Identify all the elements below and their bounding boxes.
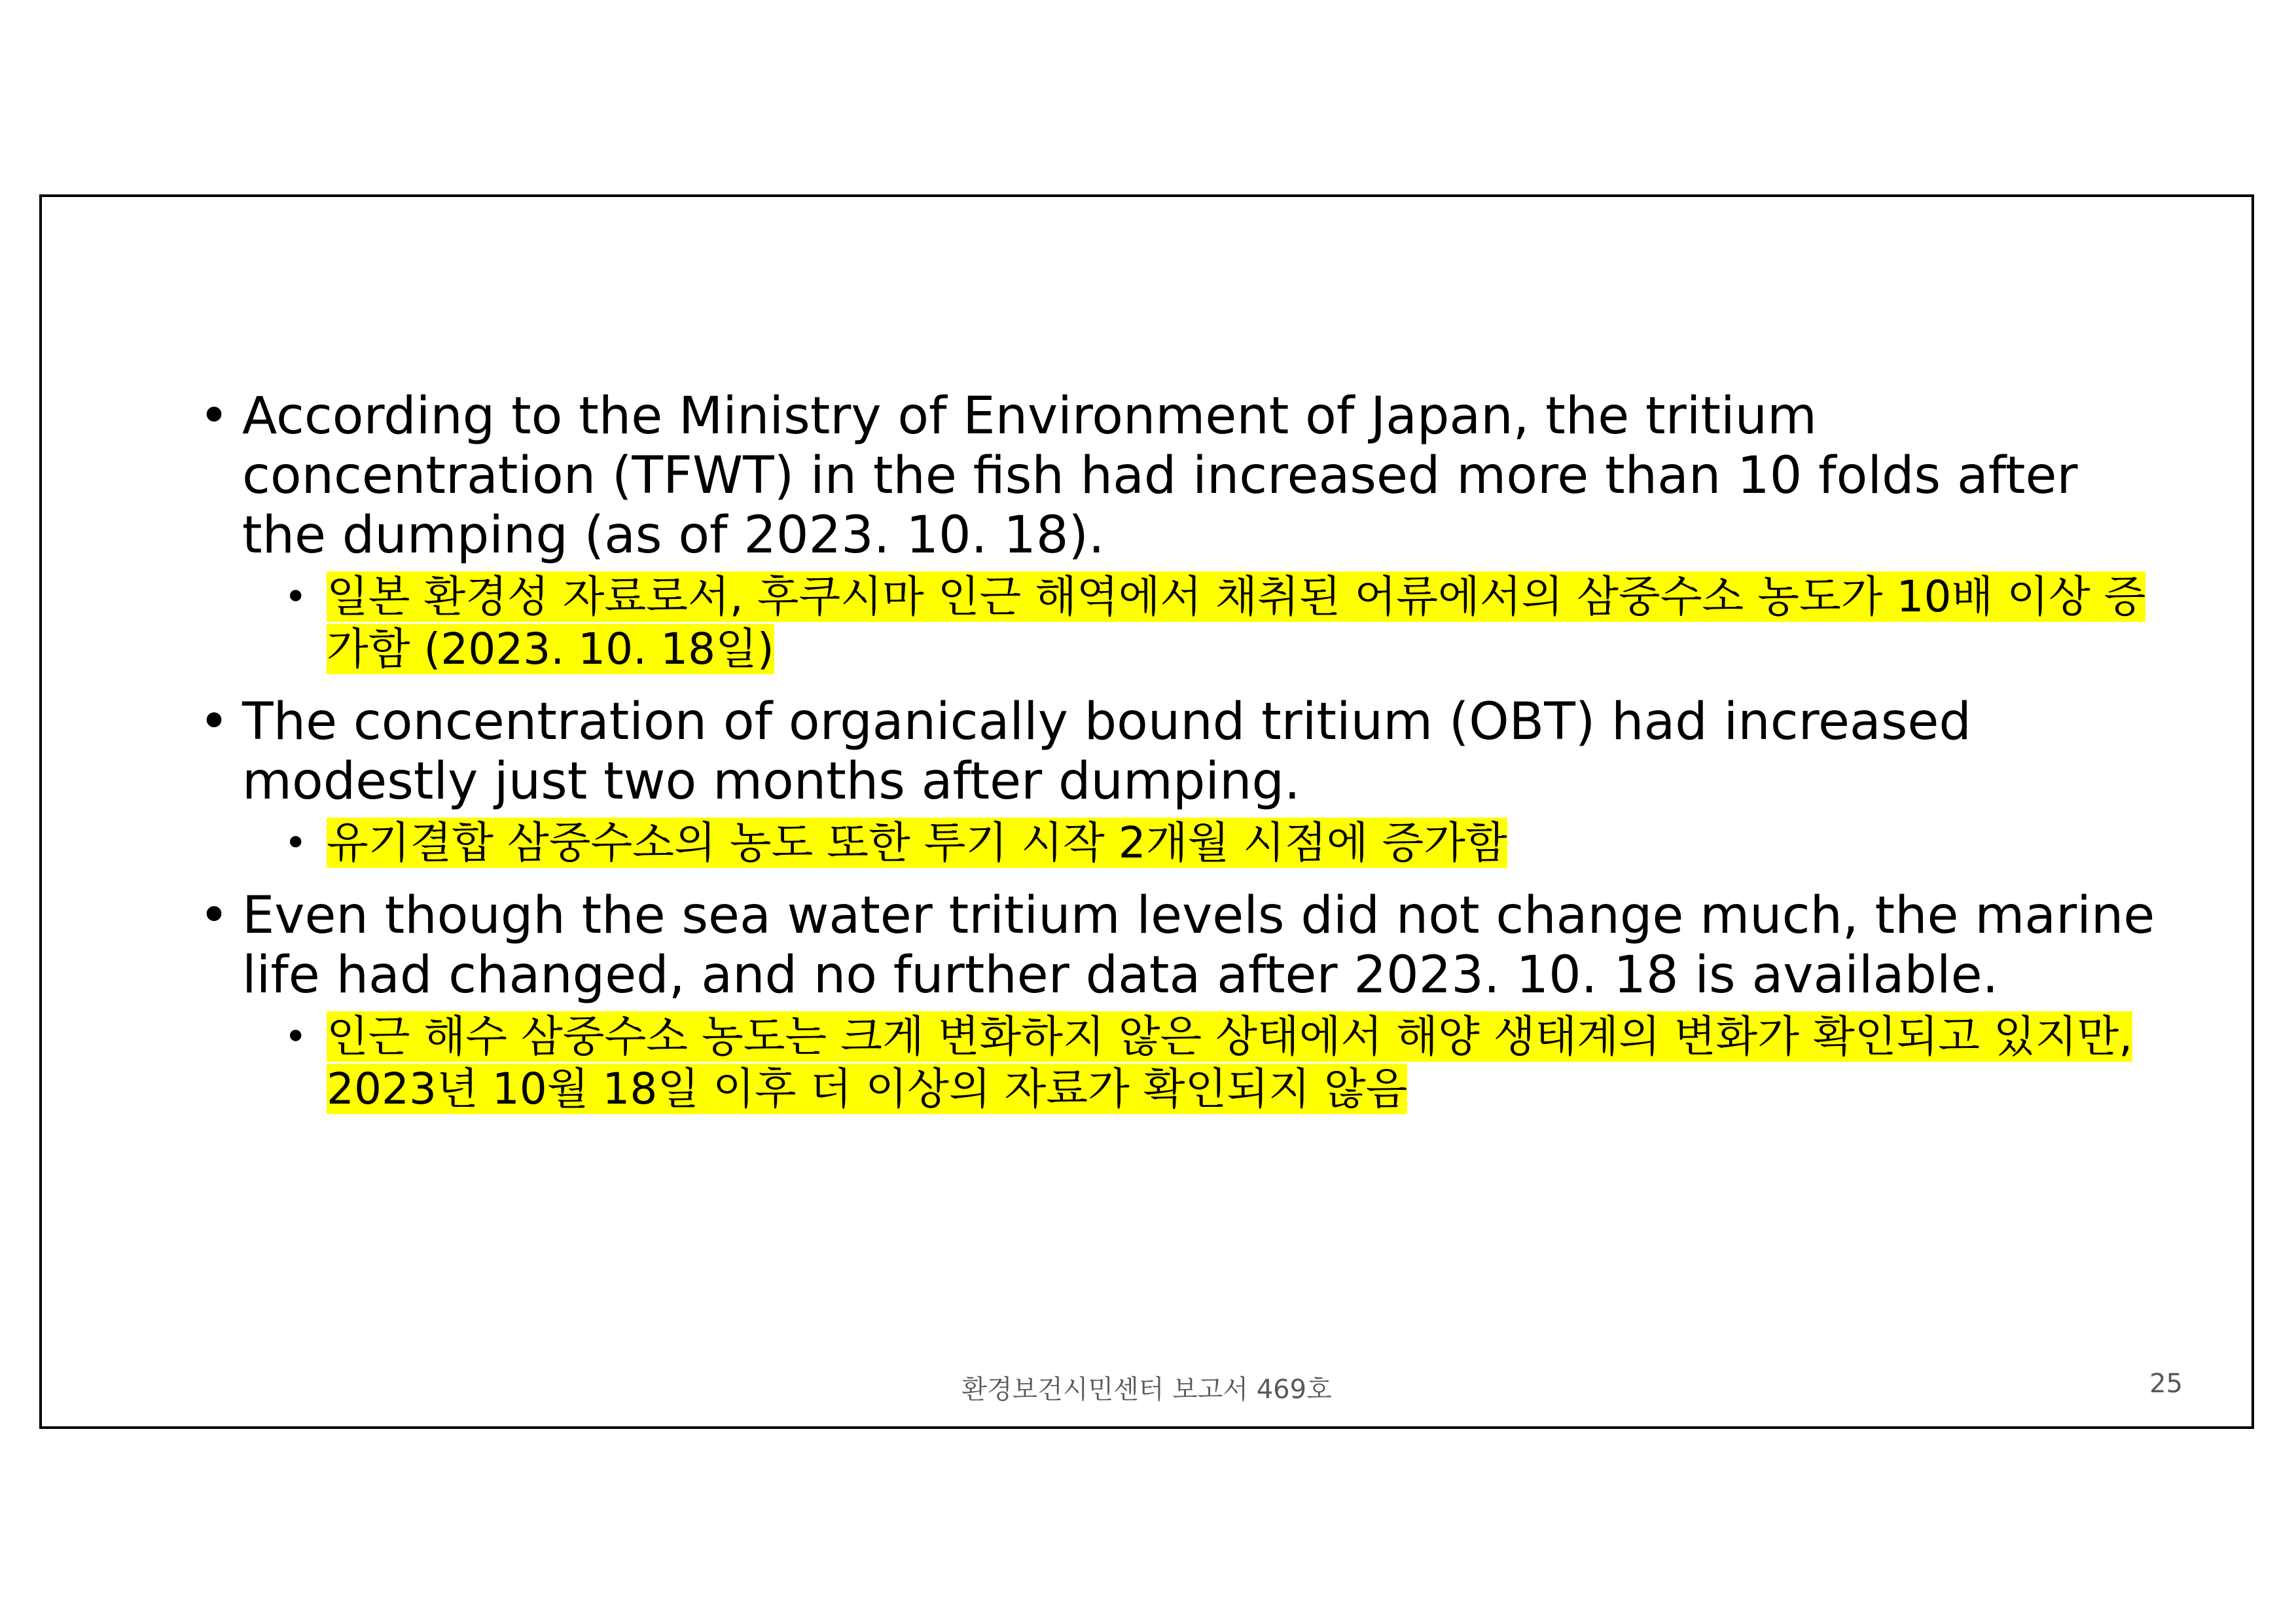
sub-bullet-item — [199, 1011, 2162, 1115]
highlighted-korean-text: 일본 환경성 자료로서, 후쿠시마 인근 해역에서 채취된 어류에서의 삼중수소 농도가 10배 이상 증가함 (2023. 10. 18일) — [327, 571, 2146, 674]
page-number: 25 — [2149, 1369, 2183, 1399]
bullet-text: Even though the sea water tritium levels did not change much, the marine life had changed, and no further data after 2023. 10. 18 is available. — [242, 886, 2155, 1005]
bullet-dot: • — [199, 693, 230, 751]
sub-bullet-item — [199, 817, 2162, 869]
bullet-item — [199, 886, 2162, 1005]
highlighted-korean-text: 인근 해수 삼중수소 농도는 크게 변화하지 않은 상태에서 해양 생태계의 변화가 확인되고 있지만, 2023년 10월 18일 이후 더 이상의 자료가 확인되지 않음 — [327, 1011, 2133, 1114]
sub-bullet-dot: • — [284, 820, 308, 866]
footer-report-title: 환경보건시민센터 보고서 469호 — [961, 1375, 1332, 1405]
bullet-item — [199, 693, 2162, 812]
bullet-text: The concentration of organically bound tritium (OBT) had increased modestly just two months after dumping. — [242, 693, 1971, 811]
bullet-text: According to the Ministry of Environment of Japan, the tritium concentration (TFWT) in the fish had increased more than 10 folds after the dumping (as of 2023. 10. 18). — [242, 387, 2078, 565]
bullet-item — [199, 387, 2162, 566]
sub-bullet-dot: • — [284, 574, 308, 620]
highlighted-korean-text: 유기결합 삼중수소의 농도 또한 투기 시작 2개월 시점에 증가함 — [327, 818, 1507, 868]
slide-content — [199, 387, 2162, 1118]
bullet-dot: • — [199, 387, 230, 446]
slide — [39, 194, 2254, 1429]
sub-bullet-item — [199, 571, 2162, 676]
bullet-dot: • — [199, 886, 230, 945]
sub-bullet-dot: • — [284, 1014, 308, 1060]
